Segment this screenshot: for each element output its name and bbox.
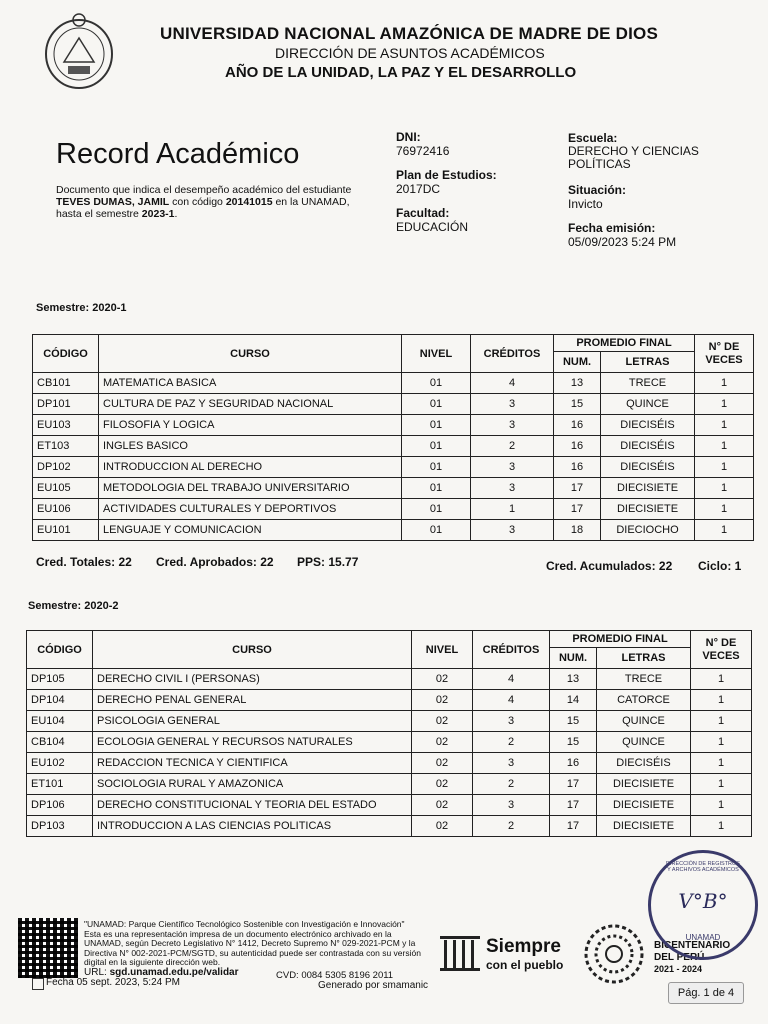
attempts: 1 — [691, 732, 752, 753]
col-codigo: CÓDIGO — [27, 631, 93, 669]
grade-number: 16 — [554, 457, 601, 478]
attempts: 1 — [691, 711, 752, 732]
ciclo: Ciclo: 1 — [698, 559, 742, 573]
grade-number: 18 — [554, 520, 601, 541]
grade-letters: DIECISIETE — [597, 795, 691, 816]
course-code: ET103 — [33, 436, 99, 457]
grade-number: 16 — [554, 415, 601, 436]
course-name: ECOLOGIA GENERAL Y RECURSOS NATURALES — [93, 732, 412, 753]
col-veces: N° DE VECES — [695, 335, 754, 373]
grade-number: 17 — [554, 499, 601, 520]
plan-value: 2017DC — [396, 182, 441, 196]
course-level: 02 — [412, 795, 473, 816]
semester-label: Semestre: 2020-1 — [36, 302, 127, 314]
fecha-emision-label: Fecha emisión: — [568, 221, 656, 235]
course-code: EU105 — [33, 478, 99, 499]
course-code: DP103 — [27, 816, 93, 837]
grade-letters: DIECISIETE — [601, 478, 695, 499]
student-code: 20141015 — [225, 196, 273, 208]
grade-letters: QUINCE — [597, 732, 691, 753]
attempts: 1 — [695, 499, 754, 520]
grade-number: 17 — [550, 795, 597, 816]
plan-label: Plan de Estudios: — [396, 168, 497, 182]
col-nivel: NIVEL — [412, 631, 473, 669]
table-row — [33, 457, 754, 478]
course-code: DP104 — [27, 690, 93, 711]
grade-letters: DIECISÉIS — [597, 753, 691, 774]
course-name: METODOLOGIA DEL TRABAJO UNIVERSITARIO — [99, 478, 402, 499]
columns-logo-icon — [438, 932, 482, 974]
course-code: DP101 — [33, 394, 99, 415]
col-letras: LETRAS — [601, 352, 695, 373]
course-code: EU102 — [27, 753, 93, 774]
grade-letters: DIECISÉIS — [601, 415, 695, 436]
grade-number: 13 — [550, 669, 597, 690]
semester-label: Semestre: 2020-2 — [28, 600, 119, 612]
course-level: 02 — [412, 669, 473, 690]
course-level: 01 — [402, 373, 471, 394]
grade-letters: DIECISIETE — [601, 499, 695, 520]
course-code: DP102 — [33, 457, 99, 478]
grade-letters: DIECISIETE — [597, 774, 691, 795]
course-code: DP106 — [27, 795, 93, 816]
course-credits: 3 — [471, 520, 554, 541]
course-level: 01 — [402, 478, 471, 499]
attempts: 1 — [695, 478, 754, 499]
grade-number: 15 — [554, 394, 601, 415]
document-description: Documento que indica el desempeño académico del estudiante TEVES DUMAS, JAMIL con código 20141015 en la UNAMAD, hasta el semestre 2023-1. — [56, 184, 352, 220]
course-name: REDACCION TECNICA Y CIENTIFICA — [93, 753, 412, 774]
course-name: DERECHO CIVIL I (PERSONAS) — [93, 669, 412, 690]
course-code: ET101 — [27, 774, 93, 795]
course-name: LENGUAJE Y COMUNICACION — [99, 520, 402, 541]
course-level: 02 — [412, 711, 473, 732]
course-level: 02 — [412, 816, 473, 837]
grades-table — [32, 334, 754, 541]
course-code: EU106 — [33, 499, 99, 520]
calendar-icon — [32, 978, 44, 990]
generated-by: Generado por smamanic — [318, 980, 429, 991]
course-credits: 3 — [473, 753, 550, 774]
grade-number: 16 — [550, 753, 597, 774]
table-row — [27, 711, 752, 732]
del-peru-text: DEL PERÚ — [654, 952, 705, 963]
course-name: INGLES BASICO — [99, 436, 402, 457]
grade-letters: CATORCE — [597, 690, 691, 711]
course-credits: 2 — [471, 436, 554, 457]
table-row — [27, 753, 752, 774]
course-code: EU101 — [33, 520, 99, 541]
grade-number: 15 — [550, 732, 597, 753]
grade-number: 15 — [550, 711, 597, 732]
approval-stamp: DIRECCIÓN DE REGISTROS Y ARCHIVOS ACADÉMICOS V°B° UNAMAD — [648, 850, 758, 960]
col-letras: LETRAS — [597, 648, 691, 669]
grade-letters: DIECISÉIS — [601, 457, 695, 478]
course-credits: 3 — [473, 795, 550, 816]
course-credits: 3 — [473, 711, 550, 732]
attempts: 1 — [691, 669, 752, 690]
dni-value: 76972416 — [396, 144, 450, 158]
table-row — [27, 795, 752, 816]
cred-acumulados: Cred. Acumulados: 22 — [546, 559, 673, 573]
table-row — [33, 520, 754, 541]
attempts: 1 — [695, 415, 754, 436]
situacion-value: Invicto — [568, 197, 603, 211]
grade-letters: DIECISIETE — [597, 816, 691, 837]
course-credits: 3 — [471, 478, 554, 499]
col-curso: CURSO — [99, 335, 402, 373]
course-level: 01 — [402, 394, 471, 415]
attempts: 1 — [695, 436, 754, 457]
course-name: PSICOLOGIA GENERAL — [93, 711, 412, 732]
grades-table — [26, 630, 752, 837]
course-level: 01 — [402, 457, 471, 478]
col-nivel: NIVEL — [402, 335, 471, 373]
bicentenario-text: BICENTENARIO — [654, 940, 731, 951]
table-row — [27, 816, 752, 837]
col-promedio: PROMEDIO FINAL — [550, 631, 691, 648]
course-credits: 2 — [473, 732, 550, 753]
col-num: NUM. — [554, 352, 601, 373]
table-row — [27, 669, 752, 690]
course-credits: 4 — [471, 373, 554, 394]
course-level: 02 — [412, 753, 473, 774]
course-level: 01 — [402, 499, 471, 520]
col-creditos: CRÉDITOS — [471, 335, 554, 373]
escuela-label: Escuela: — [568, 131, 618, 145]
attempts: 1 — [691, 690, 752, 711]
course-name: INTRODUCCION AL DERECHO — [99, 457, 402, 478]
course-credits: 3 — [471, 415, 554, 436]
col-num: NUM. — [550, 648, 597, 669]
course-code: DP105 — [27, 669, 93, 690]
course-code: EU104 — [27, 711, 93, 732]
course-code: CB101 — [33, 373, 99, 394]
col-creditos: CRÉDITOS — [473, 631, 550, 669]
grade-letters: DIECISÉIS — [601, 436, 695, 457]
siempre-text: Siempre — [486, 936, 561, 957]
attempts: 1 — [695, 394, 754, 415]
col-curso: CURSO — [93, 631, 412, 669]
pueblo-text: con el pueblo — [486, 958, 564, 972]
course-name: MATEMATICA BASICA — [99, 373, 402, 394]
course-name: FILOSOFIA Y LOGICA — [99, 415, 402, 436]
bicentenario-logo-icon — [582, 922, 646, 986]
attempts: 1 — [691, 753, 752, 774]
table-row — [27, 690, 752, 711]
course-level: 01 — [402, 520, 471, 541]
table-row — [27, 774, 752, 795]
grade-number: 17 — [550, 816, 597, 837]
stamp-vobo: V°B° — [678, 889, 728, 913]
page-title: Record Académico — [56, 138, 300, 170]
course-name: SOCIOLOGIA RURAL Y AMAZONICA — [93, 774, 412, 795]
table-row — [33, 499, 754, 520]
attempts: 1 — [691, 774, 752, 795]
course-level: 01 — [402, 415, 471, 436]
course-level: 02 — [412, 774, 473, 795]
bicentenario-years: 2021 - 2024 — [654, 964, 703, 974]
university-name: UNIVERSIDAD NACIONAL AMAZÓNICA DE MADRE DE DIOS — [160, 24, 659, 43]
course-credits: 4 — [473, 690, 550, 711]
attempts: 1 — [695, 457, 754, 478]
course-code: CB104 — [27, 732, 93, 753]
grade-letters: TRECE — [597, 669, 691, 690]
col-codigo: CÓDIGO — [33, 335, 99, 373]
table-row — [33, 394, 754, 415]
course-credits: 2 — [473, 816, 550, 837]
situacion-label: Situación: — [568, 183, 627, 197]
grade-letters: QUINCE — [597, 711, 691, 732]
table-row — [27, 732, 752, 753]
grades-table-body — [33, 373, 754, 541]
table-row — [33, 415, 754, 436]
course-credits: 1 — [471, 499, 554, 520]
grade-number: 14 — [550, 690, 597, 711]
course-credits: 4 — [473, 669, 550, 690]
facultad-value: EDUCACIÓN — [396, 220, 469, 234]
course-level: 01 — [402, 436, 471, 457]
course-code: EU103 — [33, 415, 99, 436]
student-name: TEVES DUMAS, JAMIL — [56, 196, 170, 208]
grade-number: 13 — [554, 373, 601, 394]
course-name: INTRODUCCION A LAS CIENCIAS POLITICAS — [93, 816, 412, 837]
attempts: 1 — [695, 520, 754, 541]
year-name: AÑO DE LA UNIDAD, LA PAZ Y EL DESARROLLO — [225, 64, 577, 81]
course-credits: 3 — [471, 457, 554, 478]
grade-number: 17 — [550, 774, 597, 795]
col-promedio: PROMEDIO FINAL — [554, 335, 695, 352]
url-label: URL: — [84, 967, 107, 978]
escuela-value: DERECHO Y CIENCIAS POLÍTICAS — [568, 144, 699, 171]
qr-code-icon — [18, 918, 78, 978]
dni-label: DNI: — [396, 130, 421, 144]
attempts: 1 — [691, 816, 752, 837]
table-row — [33, 436, 754, 457]
university-seal-icon — [40, 12, 118, 92]
attempts: 1 — [691, 795, 752, 816]
grades-table-body — [27, 669, 752, 837]
pps: PPS: 15.77 — [297, 555, 359, 569]
grade-letters: QUINCE — [601, 394, 695, 415]
cvd-code: CVD: 0084 5305 8196 2011 — [276, 970, 394, 981]
validation-url[interactable]: sgd.unamad.edu.pe/validar — [109, 967, 239, 978]
col-veces: N° DE VECES — [691, 631, 752, 669]
grade-number: 17 — [554, 478, 601, 499]
course-credits: 2 — [473, 774, 550, 795]
fecha-emision-value: 05/09/2023 5:24 PM — [568, 235, 677, 249]
course-name: CULTURA DE PAZ Y SEGURIDAD NACIONAL — [99, 394, 402, 415]
grade-number: 16 — [554, 436, 601, 457]
course-name: DERECHO CONSTITUCIONAL Y TEORIA DEL ESTADO — [93, 795, 412, 816]
footer-legal-text: "UNAMAD: Parque Científico Tecnológico Sostenible con Investigación e Innovación" Esta es una representación impresa de un documento electrónico archivado en la UNAMAD, según Decreto Legislativo N° 1412, Decreto Supremo N° 029-2021-PCM y la Directiva N° 002-2021-PCM/SGTD, su autenticidad puede ser contrastada con su versión digital en la siguiente dirección web. — [84, 919, 421, 967]
attempts: 1 — [695, 373, 754, 394]
course-level: 02 — [412, 732, 473, 753]
grade-letters: DIECIOCHO — [601, 520, 695, 541]
print-date: Fecha 05 sept. 2023, 5:24 PM — [46, 977, 180, 988]
course-name: ACTIVIDADES CULTURALES Y DEPORTIVOS — [99, 499, 402, 520]
cred-aprobados: Cred. Aprobados: 22 — [156, 555, 274, 569]
cred-totales: Cred. Totales: 22 — [36, 555, 132, 569]
facultad-label: Facultad: — [396, 206, 450, 220]
direction-name: DIRECCIÓN DE ASUNTOS ACADÉMICOS — [275, 45, 545, 61]
course-credits: 3 — [471, 394, 554, 415]
course-level: 02 — [412, 690, 473, 711]
grade-letters: TRECE — [601, 373, 695, 394]
semester-limit: 2023-1 — [141, 208, 175, 220]
course-name: DERECHO PENAL GENERAL — [93, 690, 412, 711]
table-row — [33, 373, 754, 394]
page-indicator: Pág. 1 de 4 — [668, 982, 744, 1004]
table-row — [33, 478, 754, 499]
